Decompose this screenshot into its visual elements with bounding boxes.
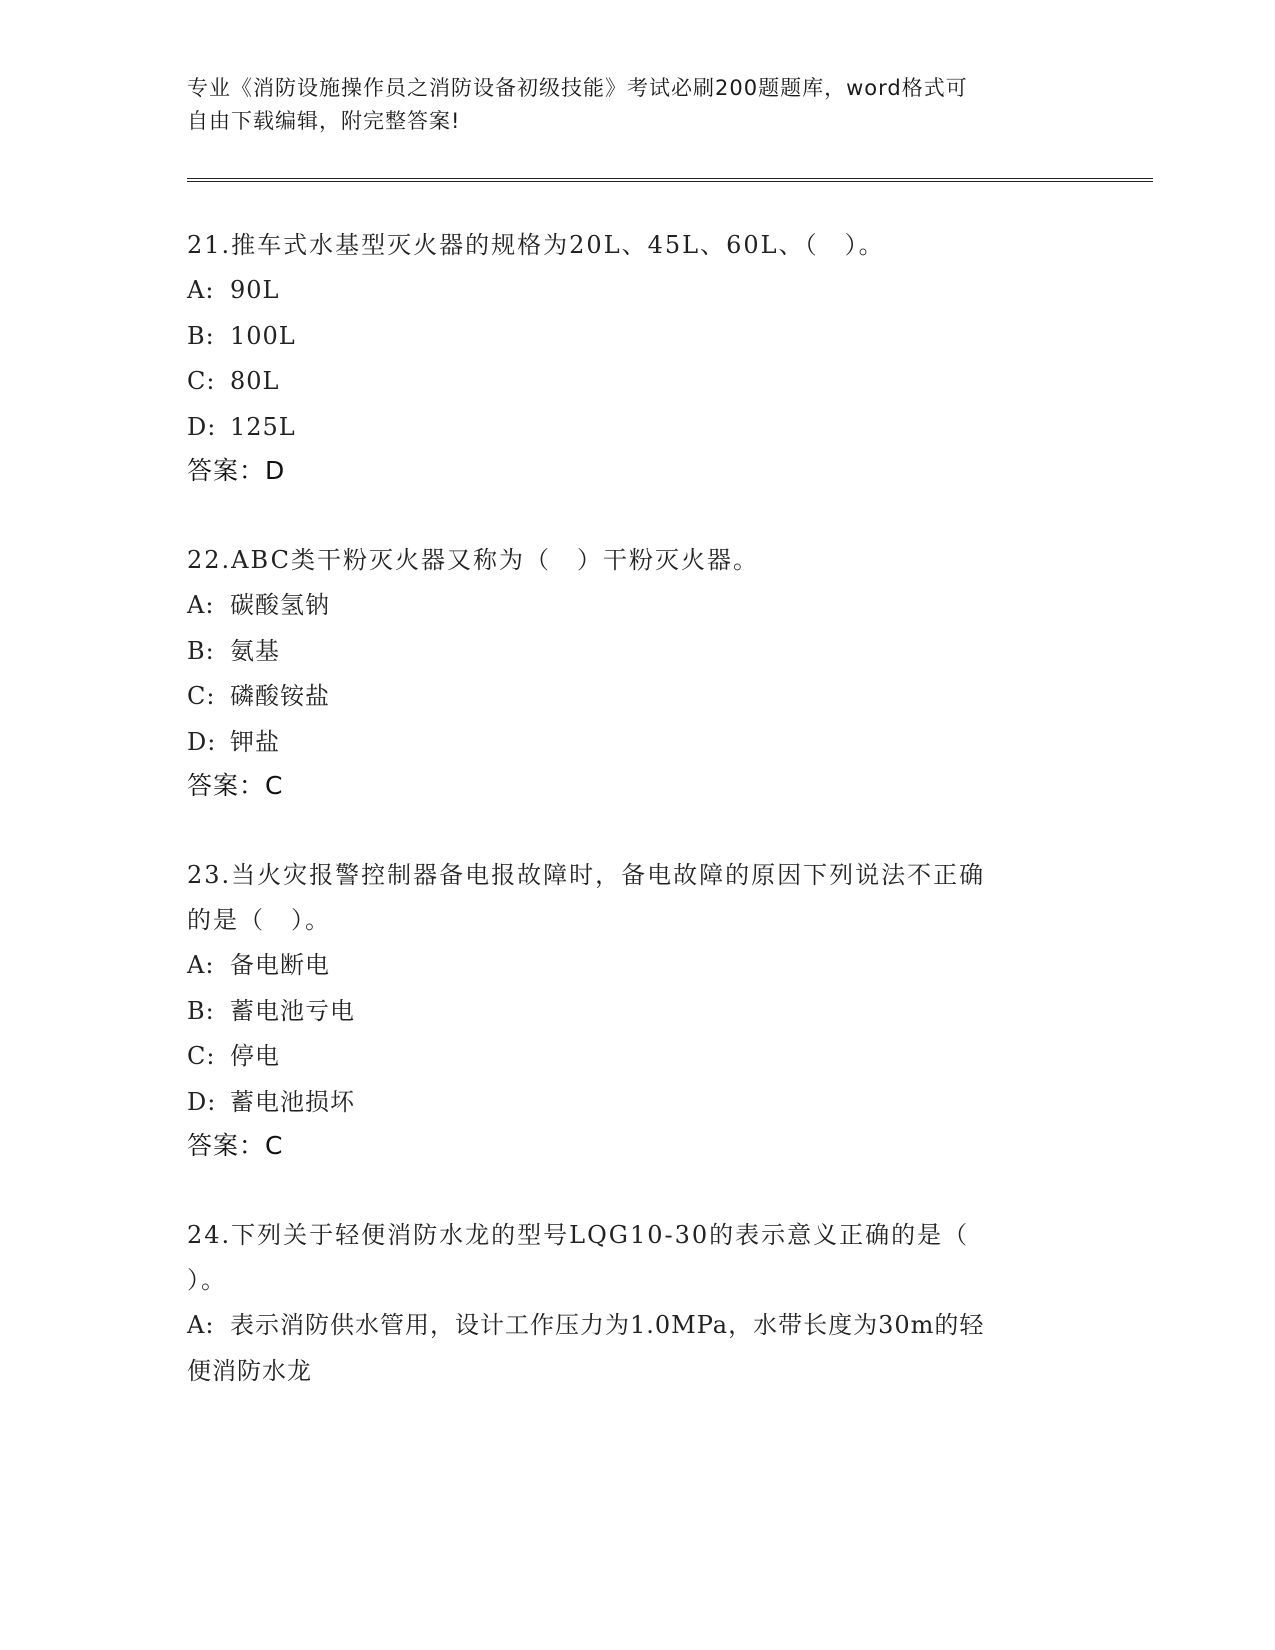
document-header [187, 72, 1067, 138]
option-key: D: [187, 412, 217, 441]
option-text: 碳酸氢钠 [230, 591, 330, 619]
option-key: C: [187, 682, 216, 710]
option-key: B: [187, 636, 215, 665]
option-text: 125L [230, 412, 296, 441]
option-key: C: [187, 1042, 216, 1070]
option-text: 磷酸铵盐 [230, 682, 330, 710]
option-a [187, 583, 1087, 629]
header-line-2: 自由下载编辑，附完整答案! [187, 109, 461, 133]
question-stem-line-2: ）。 [187, 1266, 227, 1294]
option-text: 停电 [230, 1042, 280, 1070]
option-key: A: [187, 276, 215, 304]
question-stem-line-1: 23.当火灾报警控制器备电报故障时，备电故障的原因下列说法不正确 [187, 861, 986, 889]
option-key: D: [187, 727, 217, 756]
answer: 答案：C [187, 771, 284, 800]
option-a [187, 943, 1087, 989]
option-text: 90L [230, 276, 280, 304]
question-stem-line-1: 24.下列关于轻便消防水龙的型号LQG10-30的表示意义正确的是（ [187, 1221, 970, 1249]
option-key: A: [187, 1311, 215, 1339]
option-c [187, 1034, 1087, 1080]
header-line-1: 专业《消防设施操作员之消防设备初级技能》考试必刷200题题库，word格式可 [187, 76, 968, 100]
option-key: A: [187, 951, 215, 979]
option-d [187, 720, 1087, 766]
option-text: 蓄电池亏电 [230, 996, 355, 1025]
answer: 答案：D [187, 456, 286, 485]
option-text: 蓄电池损坏 [230, 1087, 355, 1116]
option-c [187, 359, 1087, 405]
question-stem: 22.ABC类干粉灭火器又称为（ ）干粉灭火器。 [187, 546, 759, 574]
option-text: 100L [230, 321, 296, 350]
option-key: C: [187, 367, 216, 395]
option-key: D: [187, 1087, 217, 1116]
question-23 [187, 853, 1087, 1167]
option-a [187, 1303, 1087, 1349]
question-21 [187, 223, 1087, 492]
question-stem: 21.推车式水基型灭火器的规格为20L、45L、60L、（ ）。 [187, 231, 885, 259]
option-text: 氨基 [230, 636, 280, 665]
option-a [187, 268, 1087, 314]
option-text: 备电断电 [230, 951, 330, 979]
answer: 答案：C [187, 1131, 284, 1160]
option-text: 表示消防供水管用，设计工作压力为1.0MPa，水带长度为30m的轻 [230, 1311, 985, 1339]
header-divider [187, 178, 1153, 182]
option-a-continuation: 便消防水龙 [187, 1356, 312, 1385]
option-d [187, 405, 1087, 451]
question-22 [187, 538, 1087, 807]
option-key: A: [187, 591, 215, 619]
option-b [187, 314, 1087, 360]
option-c [187, 674, 1087, 720]
option-text: 钾盐 [230, 727, 280, 756]
option-b [187, 989, 1087, 1035]
option-d [187, 1080, 1087, 1126]
question-stem-line-2: 的是（ ）。 [187, 906, 331, 934]
option-key: B: [187, 321, 215, 350]
option-b [187, 629, 1087, 675]
question-24 [187, 1213, 1087, 1394]
option-key: B: [187, 996, 215, 1025]
option-text: 80L [230, 367, 280, 395]
